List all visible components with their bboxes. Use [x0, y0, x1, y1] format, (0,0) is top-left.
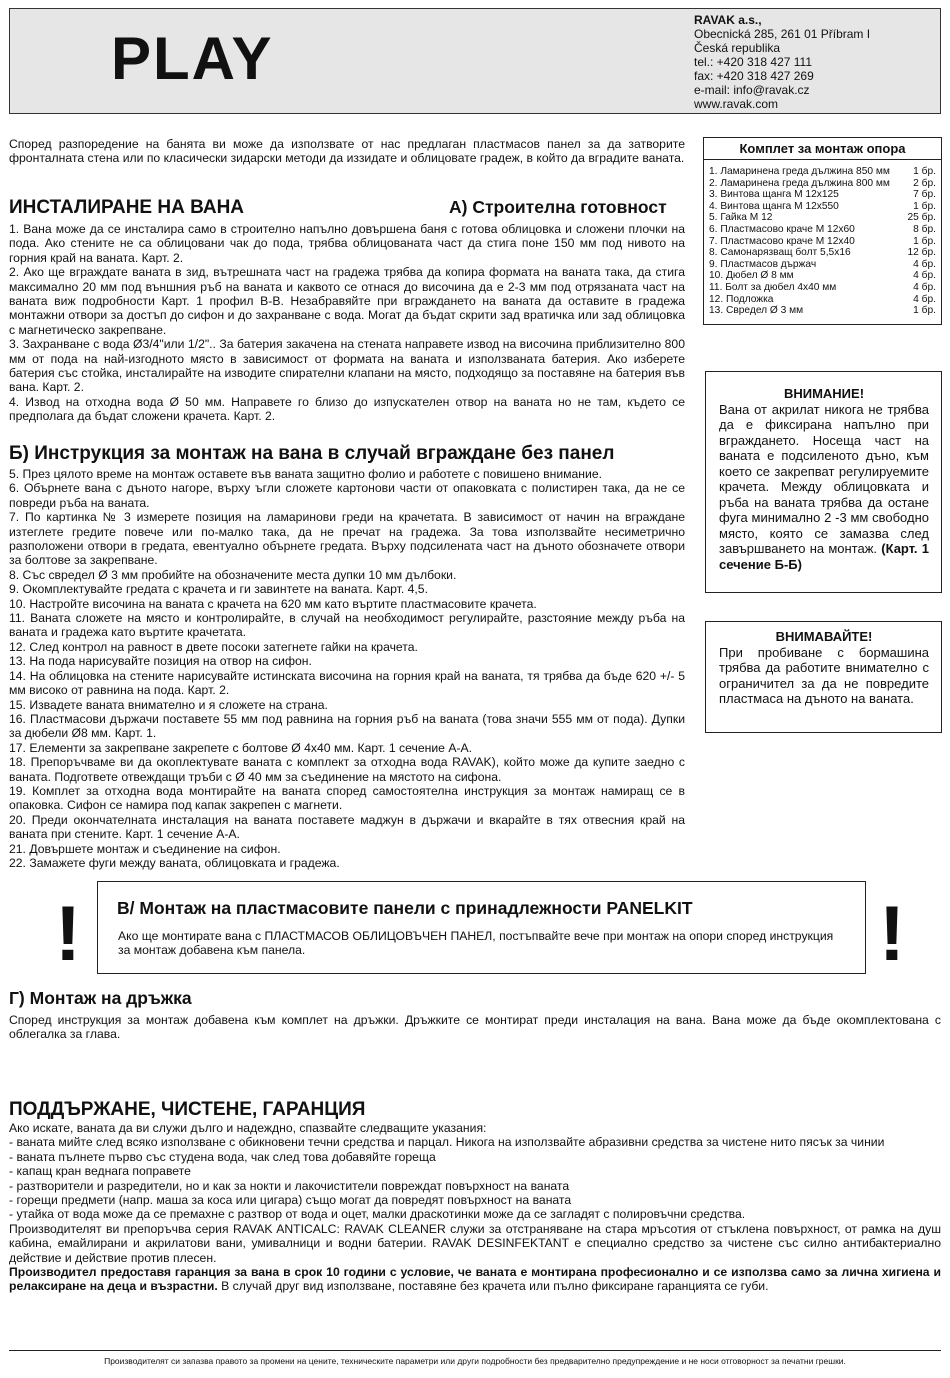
mounting-kit-list	[704, 160, 941, 317]
company-name: RAVAK a.s.,	[694, 13, 762, 27]
kit-item	[709, 305, 936, 317]
list-item: 8. Със свредел Ø 3 мм пробийте на обозначените места дупки 10 мм дълбоки.	[9, 567, 457, 582]
recommendation-text: Производителят ви препоръчва серия RAVAK ANTICALC: RAVAK CLEANER служи за отстраняване на стара мръсотия от стъклена повърхност, от рамка на душ кабина, емайлирани и акрилатови вани, умивалници и водни батерии. RAVAK DESINFEKTANT е специално средство за чистене със силно антибактериално действие и действие против плесен.	[9, 1221, 941, 1265]
kit-item	[709, 236, 936, 248]
kit-item	[709, 224, 936, 236]
kit-item-qty: 4 бр.	[913, 258, 936, 270]
list-item: 14. На облицовка на стените нарисувайте истинската височина на горния край на ваната, тя трябва да бъде 620 +/- 5 мм високо от равнина на пода. Карт. 2.	[9, 668, 685, 698]
caution-text: При пробиване с бормашина трябва да работите внимателно с ограничител за да не повредите пластмаса на дъното на ваната.	[719, 644, 929, 706]
intro-paragraph: Според разпоредение на банята ви може да използвате от нас предлаган пластмасов панел за да затворите фронталната стена или по класически зидарски методи да иззидате и облицовате градеж, в който да вградите ваната.	[9, 137, 685, 166]
list-item: Ако искате, ваната да ви служи дълго и надеждно, спазвайте следващите указания:	[9, 1121, 487, 1135]
kit-item	[709, 201, 936, 213]
kit-item	[709, 270, 936, 282]
panelkit-heading: В/ Монтаж на пластмасовите панели с принадлежности PANELKIT	[117, 898, 693, 918]
company-website: www.ravak.com	[694, 97, 779, 111]
product-title: PLAY	[111, 25, 274, 92]
kit-item-name: 5. Гайка М 12	[709, 212, 773, 224]
kit-item-name: 11. Болт за дюбел 4x40 мм	[709, 281, 837, 293]
exclamation-right-icon: !	[879, 889, 905, 977]
kit-item	[709, 294, 936, 306]
install-subheading: А) Строителна готовност	[449, 197, 667, 217]
kit-item-name: 10. Дюбел Ø 8 мм	[709, 270, 794, 282]
list-item: 12. След контрол на равност в двете посоки затегнете гайки на крачета.	[9, 639, 418, 654]
kit-item	[709, 189, 936, 201]
kit-item-name: 4. Винтова щанга М 12x550	[709, 200, 839, 212]
list-item: 21. Довършете монтаж и съединение на сифон.	[9, 841, 281, 856]
list-item: 20. Преди окончателната инсталация на ваната поставете маджун в държачи и вкарайте в тях отвесния край на ваната при стените. Карт. 1 сечение А-А.	[9, 812, 685, 842]
list-item: 4. Извод на отходна вода Ø 50 мм. Направете го близо до изпускателен отвор на ваната но не там, където се предполага да бъдат сложени крачета. Карт. 2.	[9, 394, 685, 424]
warranty-bold: Производител предоставя гаранция за вана в срок 10 години с условие, че ваната е монтирана професионално и се използва само за лична хигиена и релаксиране на деца и възрастни.	[9, 1265, 941, 1294]
company-country: Česká republika	[694, 41, 781, 55]
list-item: 11. Ваната сложете на място и контролирайте, в случай на необходимост регулирайте, разстояние между ръба на ваната и градежа като въртите крачетата.	[9, 611, 685, 640]
list-item: 7. По картинка № 3 измерете позиция на ламаринови греди на крачетата. В зависимост от начин на вграждане изтеглете гредите повече или по-малко така, да не пречат на градежа. За това използвайте несиметрично разположени отвори в гредата, евентуално обърнете гредата. Върху подсилената част на дъното обозначете отвори за болтове за закрепване.	[9, 510, 685, 568]
kit-item-qty: 25 бр.	[907, 212, 936, 224]
handle-text: Според инструкция за монтаж добавена към комплет на дръжки. Дръжките се монтират преди инсталация на вана. Вана може да бъде окомплектована с облегалка за глава.	[9, 1013, 941, 1042]
kit-item-qty: 4 бр.	[913, 281, 936, 293]
list-item: 10. Настройте височина на ваната с крачета на 620 мм като въртите пластмасовите крачета.	[9, 596, 537, 611]
caution-title: ВНИМАВАЙТЕ!	[775, 629, 873, 644]
list-item: - капащ кран веднага поправете	[9, 1164, 191, 1179]
list-item: 9. Окомплектувайте гредата с крачета и ги завинтете на ваната. Карт. 4,5.	[9, 582, 428, 597]
kit-item-name: 12. Подложка	[709, 293, 774, 305]
kit-item-name: 7. Пластмасово краче М 12x40	[709, 235, 855, 247]
kit-item	[709, 166, 936, 178]
list-item: 22. Замажете фуги между ваната, облицовката и градежа.	[9, 855, 340, 870]
list-item: - ваната пълнете първо със студена вода, чак след това добавяйте гореща	[9, 1149, 436, 1164]
kit-item-name: 13. Свредел Ø 3 мм	[709, 305, 804, 317]
section-b-heading: Б) Инструкция за монтаж на вана в случай вграждане без панел	[9, 443, 615, 464]
kit-item-name: 6. Пластмасово краче М 12x60	[709, 223, 855, 235]
company-phone: tel.: +420 318 427 111	[694, 55, 812, 69]
list-item: - разтворители и разредители, но и как за нокти и лакочистители повреждат повърхност на ваната	[9, 1178, 570, 1193]
kit-item-qty: 1 бр.	[913, 166, 936, 177]
kit-item-qty: 1 бр.	[913, 305, 936, 317]
handle-heading: Г) Монтаж на дръжка	[9, 988, 192, 1008]
kit-item-qty: 4 бр.	[913, 270, 936, 282]
kit-item-name: 1. Ламаринена греда дължина 850 мм	[709, 166, 890, 177]
list-item: 1. Вана може да се инсталира само в строително напълно довършена баня с готова облицовка и сложени плочки на пода. Ако стените не са облицовани чак до пода, трябва облицованата част да стига поне 150 мм под нивото на горния край на ваната. Карт. 2.	[9, 222, 685, 265]
panelkit-box	[97, 881, 866, 974]
kit-item-qty: 2 бр.	[913, 177, 936, 189]
kit-item-name: 3. Винтова щанга М 12x125	[709, 189, 839, 201]
list-item: - ваната мийте след всяко използване с обикновени течни средства и парцал. Никога на използвайте абразивни средства за чистене нито пясък за чинии	[9, 1135, 885, 1150]
company-street: Obecnická 285, 261 01 Příbram I	[694, 27, 871, 41]
attention-box	[705, 371, 942, 593]
kit-item-qty: 1 бр.	[913, 200, 936, 212]
kit-item-qty: 12 бр.	[907, 247, 936, 259]
list-item: 16. Пластмасови държачи поставете 55 мм под равнина на горния ръб на ваната (това значи 555 мм от пода). Дупки за дюбели Ø8 мм. Карт. 1.	[9, 711, 685, 741]
kit-item-name: 9. Пластмасов държач	[709, 258, 817, 270]
install-list	[9, 222, 685, 424]
warranty-text	[9, 1265, 941, 1294]
exclamation-left-icon: !	[55, 889, 81, 977]
company-address	[694, 13, 870, 111]
kit-item	[709, 178, 936, 190]
list-item: - горещи предмети (напр. маша за коса или цигара) също могат да повредят повърхност на ваната	[9, 1193, 572, 1208]
maintenance-text	[9, 1121, 941, 1294]
kit-item	[709, 247, 936, 259]
list-item: 3. Захранване с вода Ø3/4"или 1/2".. За батерия закачена на стената направете извод на височина приблизително 800 мм от пода на най-изгодното място в зависимост от формата на ваната и използваната батерия. Ако изберете батерия със стойка, инсталирайте на изводите спирателни клапани на място, подходящо за поставяне на батерия във вана. Карт. 2.	[9, 337, 685, 395]
kit-item-qty: 1 бр.	[913, 235, 936, 247]
company-fax: fax: +420 318 427 269	[694, 69, 814, 83]
kit-item	[709, 212, 936, 224]
kit-item-qty: 4 бр.	[913, 293, 936, 305]
list-item: 19. Комплет за отходна вода монтирайте на ваната според самостоятелна инструкция за монтаж намиращ се в опаковка. Сифон се намира под капак закрепен с магнети.	[9, 783, 685, 813]
attention-text: Вана от акрилат никога не трябва да е фиксирана напълно при вграждането. Носеща част на ваната е подсиленото дъно, към което се закрепват регулируемите крачета. Между облицовката и ръба на ваната трябва да остане фуга минимално 2 -3 мм свободно място, която се замазва след завършването на монтаж.	[719, 401, 929, 556]
kit-item-qty: 7 бр.	[913, 189, 936, 201]
list-item: 6. Обърнете вана с дъното нагоре, върху ъгли сложете картонови части от опаковката с полистирен така, да не се повреди ръба на ваната.	[9, 481, 685, 510]
kit-item-name: 2. Ламаринена греда дължина 800 мм	[709, 177, 890, 189]
list-item: 15. Извадете ваната внимателно и я сложете на страна.	[9, 697, 328, 712]
install-heading: ИНСТАЛИРАНЕ НА ВАНА	[9, 197, 245, 218]
mounting-kit-title: Комплет за монтаж опора	[704, 138, 941, 160]
list-item: 13. На пода нарисувайте позиция на отвор на сифон.	[9, 654, 312, 669]
warranty-rest: В случай друг вид използване, поставяне без крачета или пълно фиксиране гаранцията се губи.	[217, 1279, 769, 1294]
list-item: 18. Препоръчваме ви да окоплектувате ваната с комплект за отходна вода RAVAK), който може да купите заедно с ваната. Подгответе отвеждащи тръби с Ø 40 мм за съединение на мястото на сифона.	[9, 755, 685, 784]
list-item: 2. Ако ще вграждате ваната в зид, вътрешната част на градежа трябва да копира формата на ваната така, да стига максимално 20 мм под външния ръб на ваната и каквото се отнася до височина да е 2-3 мм под отрязаната част на ваната виж подробности Карт. 1 профил В-В. Незабравяйте при вграждането на ваната да оставите в градежа монтажни отвори за достъп до сифон и до захранване с вода. Могат да бъдат скрити зад вратичка или зад облицовка с магнетическо закрепване.	[9, 265, 685, 337]
kit-item-name: 8. Самонарязващ болт 5,5x16	[709, 247, 851, 259]
kit-item-qty: 8 бр.	[913, 223, 936, 235]
section-b-list	[9, 467, 685, 870]
list-item: 17. Елементи за закрепване закрепете с болтове Ø 4x40 мм. Карт. 1 сечение А-А.	[9, 740, 473, 755]
maintenance-heading: ПОДДЪРЖАНЕ, ЧИСТЕНЕ, ГАРАНЦИЯ	[9, 1099, 366, 1120]
kit-item	[709, 282, 936, 294]
caution-box	[705, 621, 942, 733]
footer-disclaimer: Производителят си запазва правото за промени на цените, техническите параметри или други подробности без предварително предупреждение и не носи отговорност за печатни грешки.	[104, 1356, 846, 1366]
attention-reference: (Карт. 1 сечение Б-Б)	[719, 541, 929, 572]
kit-item	[709, 259, 936, 271]
panelkit-text: Ако ще монтирате вана с ПЛАСТМАСОВ ОБЛИЦОВЪЧЕН ПАНЕЛ, постъпвайте вече при монтаж на опори според инструкция за монтаж добавена към панела.	[118, 929, 834, 958]
company-email: e-mail: info@ravak.cz	[694, 83, 810, 97]
list-item: - утайка от вода може да се премахне с разтвор от вода и оцет, малки драскотинки може да се загладят с полировъчни средства.	[9, 1207, 746, 1222]
attention-title: ВНИМАНИЕ!	[783, 386, 865, 401]
mounting-kit-box	[703, 137, 942, 325]
footer-divider	[9, 1350, 941, 1351]
list-item: 5. През цялото време на монтаж оставете във ваната защитно фолио и работете с повишено внимание.	[9, 467, 602, 481]
